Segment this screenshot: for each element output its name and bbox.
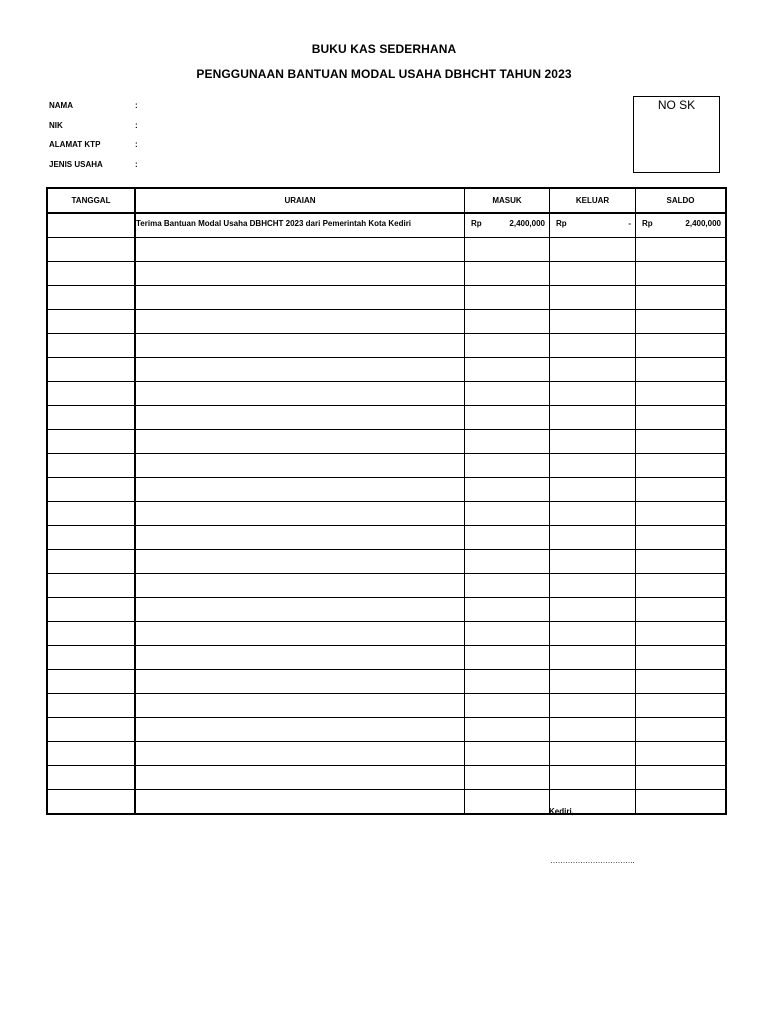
table-row <box>47 430 726 454</box>
cell-keluar <box>550 622 636 646</box>
cell-saldo <box>636 430 727 454</box>
table-row <box>47 286 726 310</box>
page-title: BUKU KAS SEDERHANA <box>311 42 457 56</box>
cell-keluar <box>550 646 636 670</box>
table-row <box>47 310 726 334</box>
nik-label: NIK <box>49 121 63 130</box>
cell-uraian <box>135 334 465 358</box>
cell-masuk <box>465 286 550 310</box>
cell-masuk <box>465 574 550 598</box>
table-row <box>47 670 726 694</box>
cell-tanggal <box>47 598 135 622</box>
cell-masuk <box>465 718 550 742</box>
cell-tanggal <box>47 766 135 790</box>
alamat-colon: : <box>135 140 138 149</box>
cell-keluar <box>550 382 636 406</box>
table-row <box>47 646 726 670</box>
cell-tanggal <box>47 213 135 238</box>
cell-masuk <box>465 550 550 574</box>
header-saldo: SALDO <box>636 188 727 213</box>
cell-masuk <box>465 478 550 502</box>
cell-keluar <box>550 670 636 694</box>
masuk-currency: Rp <box>471 219 482 228</box>
keluar-currency: Rp <box>556 219 567 228</box>
table-row <box>47 694 726 718</box>
cell-uraian <box>135 646 465 670</box>
cell-saldo <box>636 238 727 262</box>
cell-keluar <box>550 694 636 718</box>
jenis-usaha-colon: : <box>135 160 138 169</box>
cell-saldo <box>636 766 727 790</box>
table-row <box>47 790 726 815</box>
cell-saldo <box>636 550 727 574</box>
page-subtitle: PENGGUNAAN BANTUAN MODAL USAHA DBHCHT TAHUN 2023 <box>196 67 572 81</box>
cell-saldo <box>636 790 727 815</box>
cell-keluar <box>550 550 636 574</box>
cell-uraian <box>135 598 465 622</box>
alamat-label: ALAMAT KTP <box>49 140 101 149</box>
cell-uraian <box>135 766 465 790</box>
cell-keluar <box>550 766 636 790</box>
cell-uraian <box>135 670 465 694</box>
cell-uraian <box>135 718 465 742</box>
cash-ledger-table <box>46 187 727 815</box>
cell-uraian <box>135 454 465 478</box>
cell-keluar <box>550 478 636 502</box>
cell-masuk <box>465 742 550 766</box>
cell-tanggal <box>47 718 135 742</box>
cell-masuk <box>465 454 550 478</box>
info-row-jenis-usaha <box>49 160 145 169</box>
cell-tanggal <box>47 454 135 478</box>
table-row <box>47 598 726 622</box>
cell-uraian: Terima Bantuan Modal Usaha DBHCHT 2023 dari Pemerintah Kota Kediri <box>135 213 465 238</box>
table-row <box>47 478 726 502</box>
masuk-value: 2,400,000 <box>509 219 545 228</box>
cell-saldo <box>636 286 727 310</box>
cell-saldo <box>636 358 727 382</box>
header-tanggal: TANGGAL <box>47 188 135 213</box>
table-row <box>47 382 726 406</box>
cell-masuk <box>465 430 550 454</box>
cell-keluar <box>550 406 636 430</box>
cell-keluar <box>550 454 636 478</box>
cell-tanggal <box>47 742 135 766</box>
cell-uraian <box>135 742 465 766</box>
saldo-currency: Rp <box>642 219 653 228</box>
cell-saldo <box>636 598 727 622</box>
table-header-row <box>47 188 726 213</box>
cell-tanggal <box>47 262 135 286</box>
cell-saldo <box>636 694 727 718</box>
cell-tanggal <box>47 382 135 406</box>
table-row <box>47 766 726 790</box>
cell-keluar <box>550 213 636 238</box>
info-row-alamat <box>49 140 145 149</box>
cell-tanggal <box>47 550 135 574</box>
cell-tanggal <box>47 790 135 815</box>
cell-masuk <box>465 598 550 622</box>
cell-uraian <box>135 790 465 815</box>
table-row <box>47 238 726 262</box>
table-row <box>47 262 726 286</box>
cell-uraian <box>135 502 465 526</box>
cell-tanggal <box>47 430 135 454</box>
cell-masuk <box>465 622 550 646</box>
cell-saldo <box>636 502 727 526</box>
cell-saldo <box>636 310 727 334</box>
cell-uraian <box>135 382 465 406</box>
cell-masuk <box>465 694 550 718</box>
cell-uraian <box>135 358 465 382</box>
header-masuk: MASUK <box>465 188 550 213</box>
cell-masuk <box>465 382 550 406</box>
cell-keluar <box>550 574 636 598</box>
table-row <box>47 574 726 598</box>
saldo-value: 2,400,000 <box>685 219 721 228</box>
cell-tanggal <box>47 310 135 334</box>
cell-uraian <box>135 310 465 334</box>
no-sk-box <box>633 96 720 173</box>
cell-uraian <box>135 550 465 574</box>
cell-uraian <box>135 286 465 310</box>
cell-saldo <box>636 718 727 742</box>
table-row <box>47 622 726 646</box>
cell-masuk <box>465 310 550 334</box>
cell-masuk <box>465 262 550 286</box>
cell-keluar <box>550 430 636 454</box>
cell-tanggal <box>47 622 135 646</box>
table-row <box>47 550 726 574</box>
cell-uraian <box>135 430 465 454</box>
table-row <box>47 358 726 382</box>
cell-uraian <box>135 478 465 502</box>
cell-keluar <box>550 502 636 526</box>
cell-masuk <box>465 358 550 382</box>
cell-tanggal <box>47 478 135 502</box>
cell-masuk <box>465 646 550 670</box>
cell-keluar <box>550 718 636 742</box>
table-row <box>47 718 726 742</box>
cell-tanggal <box>47 526 135 550</box>
cell-masuk <box>465 406 550 430</box>
cell-masuk <box>465 790 550 815</box>
cell-tanggal <box>47 286 135 310</box>
cell-saldo <box>636 334 727 358</box>
cell-uraian <box>135 262 465 286</box>
cell-saldo <box>636 382 727 406</box>
cell-keluar <box>550 310 636 334</box>
cell-tanggal <box>47 358 135 382</box>
cell-tanggal <box>47 238 135 262</box>
nama-label: NAMA <box>49 101 73 110</box>
cell-saldo <box>636 742 727 766</box>
cell-tanggal <box>47 574 135 598</box>
cell-masuk <box>465 238 550 262</box>
table-row <box>47 406 726 430</box>
cell-saldo <box>636 526 727 550</box>
cell-masuk <box>465 526 550 550</box>
signature-place: Kediri, <box>549 807 574 816</box>
cell-tanggal <box>47 406 135 430</box>
nik-colon: : <box>135 121 138 130</box>
cell-tanggal <box>47 334 135 358</box>
cell-saldo <box>636 262 727 286</box>
cell-keluar <box>550 526 636 550</box>
cell-keluar <box>550 742 636 766</box>
cell-masuk <box>465 766 550 790</box>
cell-tanggal <box>47 646 135 670</box>
cell-tanggal <box>47 694 135 718</box>
cell-uraian <box>135 574 465 598</box>
header-keluar: KELUAR <box>550 188 636 213</box>
header-uraian: URAIAN <box>135 188 465 213</box>
cell-saldo <box>636 213 727 238</box>
cell-saldo <box>636 406 727 430</box>
cell-uraian <box>135 622 465 646</box>
table-row <box>47 742 726 766</box>
keluar-value: - <box>628 219 631 228</box>
cell-masuk <box>465 213 550 238</box>
cell-tanggal <box>47 670 135 694</box>
cell-masuk <box>465 502 550 526</box>
info-row-nama <box>49 101 145 110</box>
no-sk-label: NO SK <box>657 98 696 112</box>
table-row <box>47 502 726 526</box>
cell-keluar <box>550 286 636 310</box>
cell-saldo <box>636 478 727 502</box>
nama-colon: : <box>135 101 138 110</box>
cell-uraian <box>135 238 465 262</box>
cell-masuk <box>465 334 550 358</box>
signature-line: ……………………………. <box>550 856 635 865</box>
jenis-usaha-label: JENIS USAHA <box>49 160 103 169</box>
table-row <box>47 213 726 238</box>
cell-saldo <box>636 454 727 478</box>
cell-saldo <box>636 670 727 694</box>
table-row <box>47 526 726 550</box>
cell-masuk <box>465 670 550 694</box>
cell-keluar <box>550 238 636 262</box>
cell-saldo <box>636 622 727 646</box>
cell-uraian <box>135 526 465 550</box>
cell-keluar <box>550 358 636 382</box>
table-row <box>47 334 726 358</box>
cell-keluar <box>550 598 636 622</box>
table-row <box>47 454 726 478</box>
cell-uraian <box>135 406 465 430</box>
cell-uraian <box>135 694 465 718</box>
info-row-nik <box>49 121 145 130</box>
cell-saldo <box>636 646 727 670</box>
cell-tanggal <box>47 502 135 526</box>
cell-keluar <box>550 334 636 358</box>
cell-keluar <box>550 262 636 286</box>
cell-saldo <box>636 574 727 598</box>
